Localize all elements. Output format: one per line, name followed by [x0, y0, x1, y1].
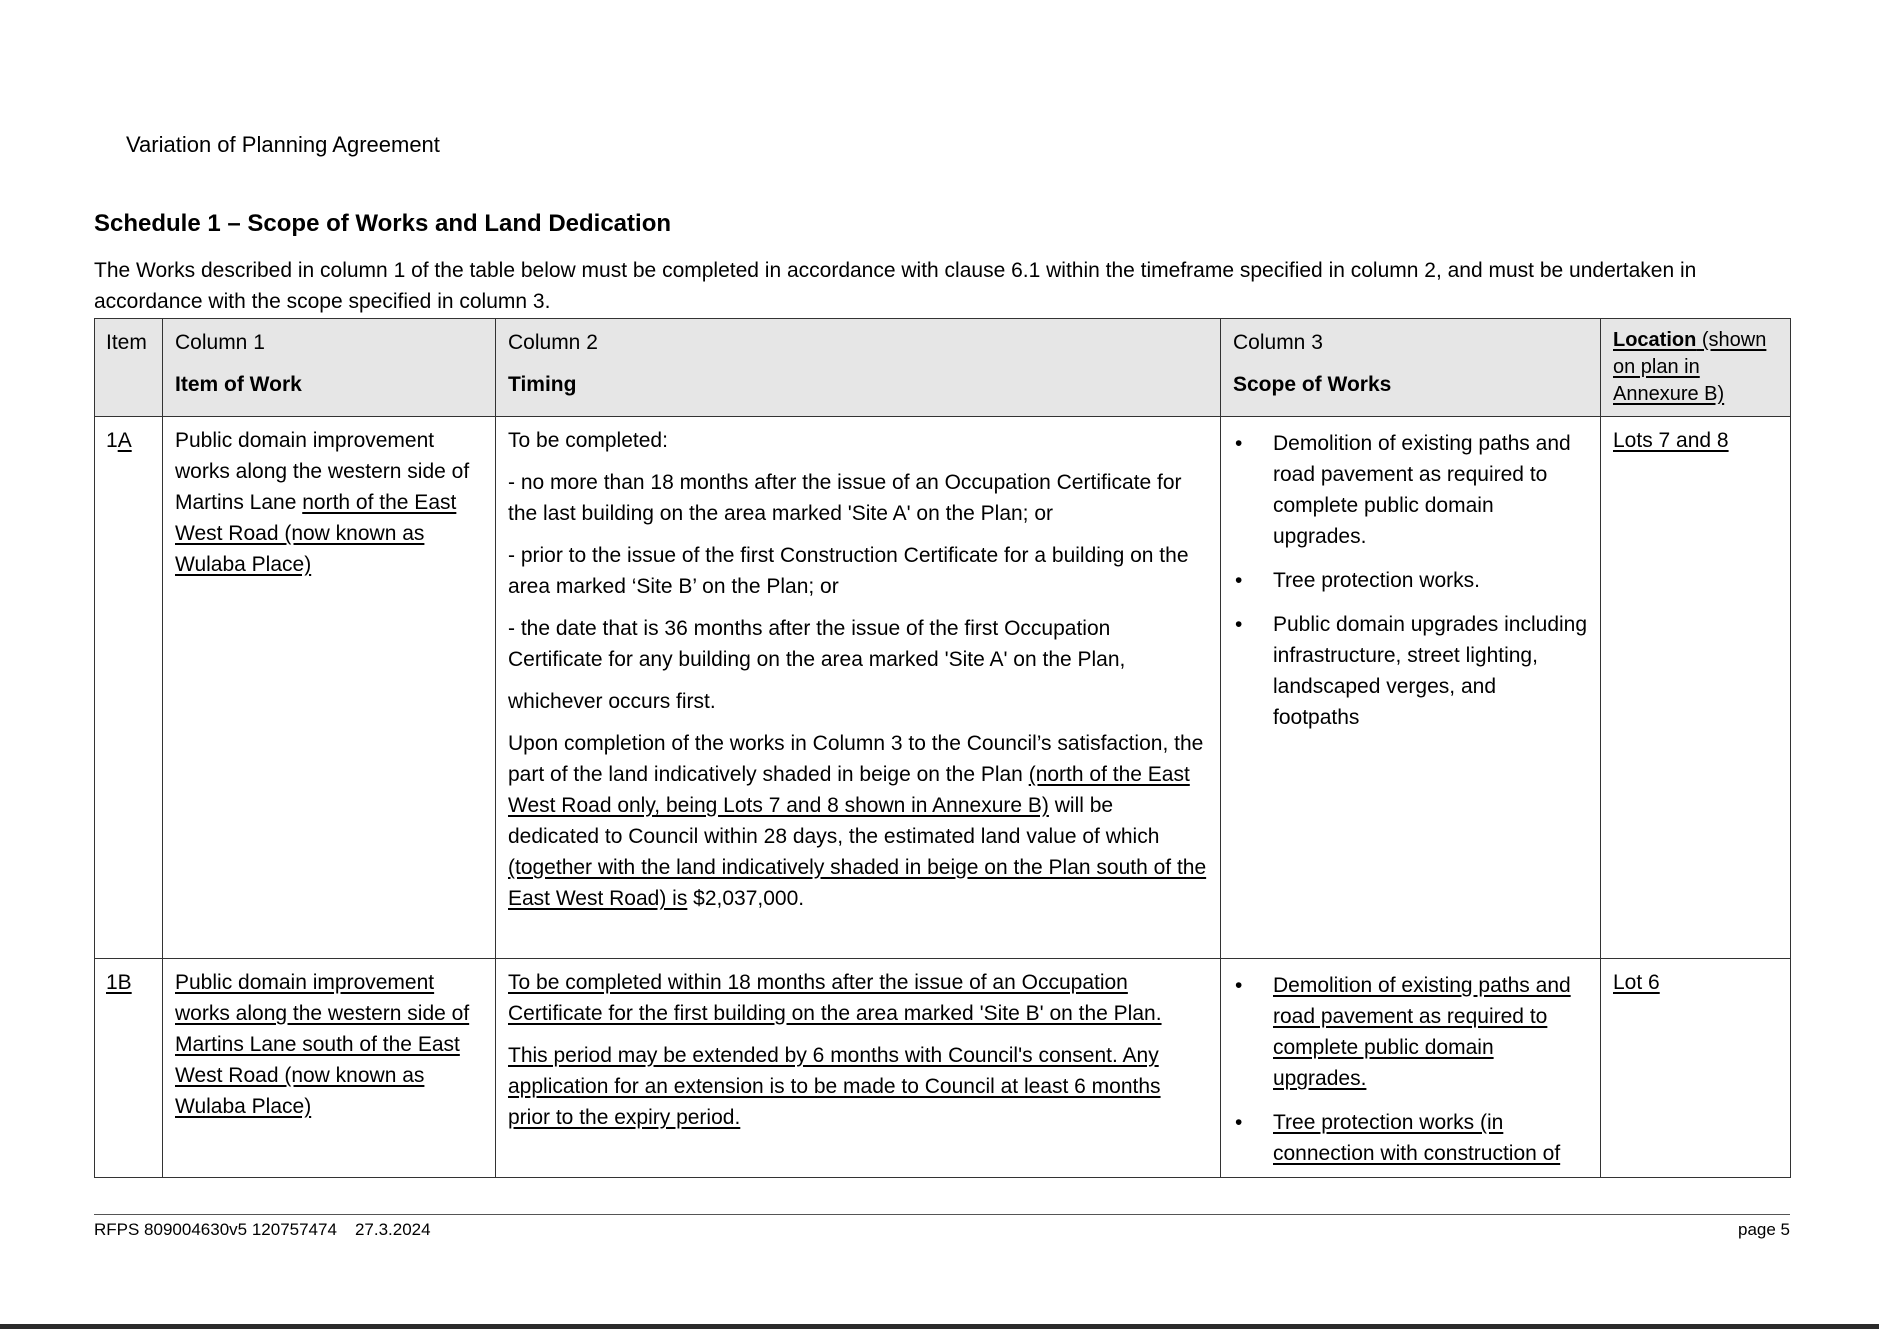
row-1a-item-suffix: A [117, 429, 132, 452]
row-1a-item-number: 1 [106, 429, 118, 452]
dedication-value: $2,037,000. [687, 887, 805, 910]
document-header: Variation of Planning Agreement [126, 132, 440, 157]
header-column-1 [163, 319, 496, 417]
row-1b-scope-item-2: Tree protection works (in connection with construction of [1273, 1111, 1561, 1165]
row-1b-location [1601, 959, 1791, 1178]
row-1b-scope-list [1233, 970, 1588, 1169]
row-1a-dedication [508, 728, 1208, 914]
schedule-title: Schedule 1 – Scope of Works and Land Dedication [94, 210, 672, 237]
list-item [1233, 970, 1588, 1094]
row-1b-timing-2-text: This period may be extended by 6 months with Council's consent. Any application for an extension is to be made to Council at least 6 months prior to the expiry period. [508, 1044, 1161, 1129]
row-1a-scope-list [1233, 428, 1588, 733]
table-header-row [95, 319, 1791, 417]
row-1b-timing-1 [508, 967, 1208, 1029]
row-1a-timing [496, 417, 1221, 959]
column-1-title: Item of Work [175, 373, 302, 396]
row-1a-work [163, 417, 496, 959]
dedication-amendment-1: (north of the East West Road only, being Lots 7 and 8 shown in Annexure B) [508, 763, 1190, 817]
row-1b-scope [1221, 959, 1601, 1178]
header-column-3 [1221, 319, 1601, 417]
header-item [95, 319, 163, 417]
header-column-2 [496, 319, 1221, 417]
footer-date: 27.3.2024 [354, 1220, 431, 1239]
dedication-text-2: will be dedicated to Council within 28 days, the estimated land value of which [508, 794, 1160, 848]
location-header-bold: Location [1613, 329, 1697, 351]
schedule-table [94, 318, 1791, 1178]
table-row [95, 959, 1791, 1178]
column-1-label: Column 1 [175, 331, 265, 354]
row-1a-timing-option-2: - prior to the issue of the first Construction Certificate for a building on the area marked ‘Site B’ on the Plan; or [508, 544, 1189, 598]
row-1b-item-text: 1B [106, 971, 132, 994]
row-1b-scope-item-1: Demolition of existing paths and road pavement as required to complete public domain upgrades. [1273, 974, 1571, 1090]
location-header-note: (shown on plan in Annexure B) [1613, 329, 1767, 405]
row-1a-item [95, 417, 163, 959]
dedication-amendment-2: (together with the land indicatively shaded in beige on the Plan south of the East West Road) is [508, 856, 1207, 910]
column-3-label: Column 3 [1233, 331, 1323, 354]
row-1b-timing-2 [508, 1040, 1208, 1133]
row-1b-location-text: Lot 6 [1613, 971, 1660, 994]
column-3-title: Scope of Works [1233, 373, 1392, 396]
footer-divider [94, 1214, 1790, 1215]
table-row [95, 417, 1791, 959]
header-item-label: Item [106, 331, 147, 354]
list-item [1233, 1107, 1588, 1169]
list-item: • Tree protection works. [1233, 565, 1588, 596]
row-1a-timing-whichever: whichever occurs first. [508, 690, 716, 713]
row-1b-work [163, 959, 496, 1178]
list-item: • Demolition of existing paths and road pavement as required to complete public domain upgrades. [1233, 428, 1588, 552]
row-1b-timing-1-text: To be completed within 18 months after the issue of an Occupation Certificate for the first building on the area marked 'Site B' on the Plan. [508, 971, 1162, 1025]
row-1a-timing-option-1: - no more than 18 months after the issue of an Occupation Certificate for the last building on the area marked 'Site A' on the Plan; or [508, 471, 1182, 525]
list-item: • Public domain upgrades including infrastructure, street lighting, landscaped verges, and footpaths [1233, 609, 1588, 733]
page-number: page 5 [1738, 1220, 1790, 1239]
footer-reference [94, 1220, 431, 1240]
row-1a-work-amendment: north of the East West Road (now known as Wulaba Place) [175, 491, 457, 576]
row-1a-location [1601, 417, 1791, 959]
row-1a-scope [1221, 417, 1601, 959]
column-2-title: Timing [508, 373, 577, 396]
header-location [1601, 319, 1791, 417]
row-1a-location-text: Lots 7 and 8 [1613, 429, 1729, 452]
intro-paragraph: The Works described in column 1 of the table below must be completed in accordance with clause 6.1 within the timeframe specified in column 2, and must be undertaken in accordance with the scope specified in column 3. [94, 259, 1697, 313]
row-1b-work-text: Public domain improvement works along the western side of Martins Lane south of the East West Road (now known as Wulaba Place) [175, 971, 470, 1118]
footer-ref-number: RFPS 809004630v5 120757474 [94, 1220, 337, 1239]
dedication-text-1: Upon completion of the works in Column 3 to the Council’s satisfaction, the part of the land indicatively shaded in beige on the Plan [508, 732, 1204, 786]
row-1a-work-text: Public domain improvement works along the western side of Martins Lane [175, 429, 470, 514]
row-1b-timing [496, 959, 1221, 1178]
row-1a-timing-intro: To be completed: [508, 429, 668, 452]
column-2-label: Column 2 [508, 331, 598, 354]
row-1b-item [95, 959, 163, 1178]
row-1a-timing-option-3: - the date that is 36 months after the issue of the first Occupation Certificate for any building on the area marked 'Site A' on the Plan, [508, 617, 1126, 671]
viewer-bottom-edge [0, 1324, 1879, 1329]
